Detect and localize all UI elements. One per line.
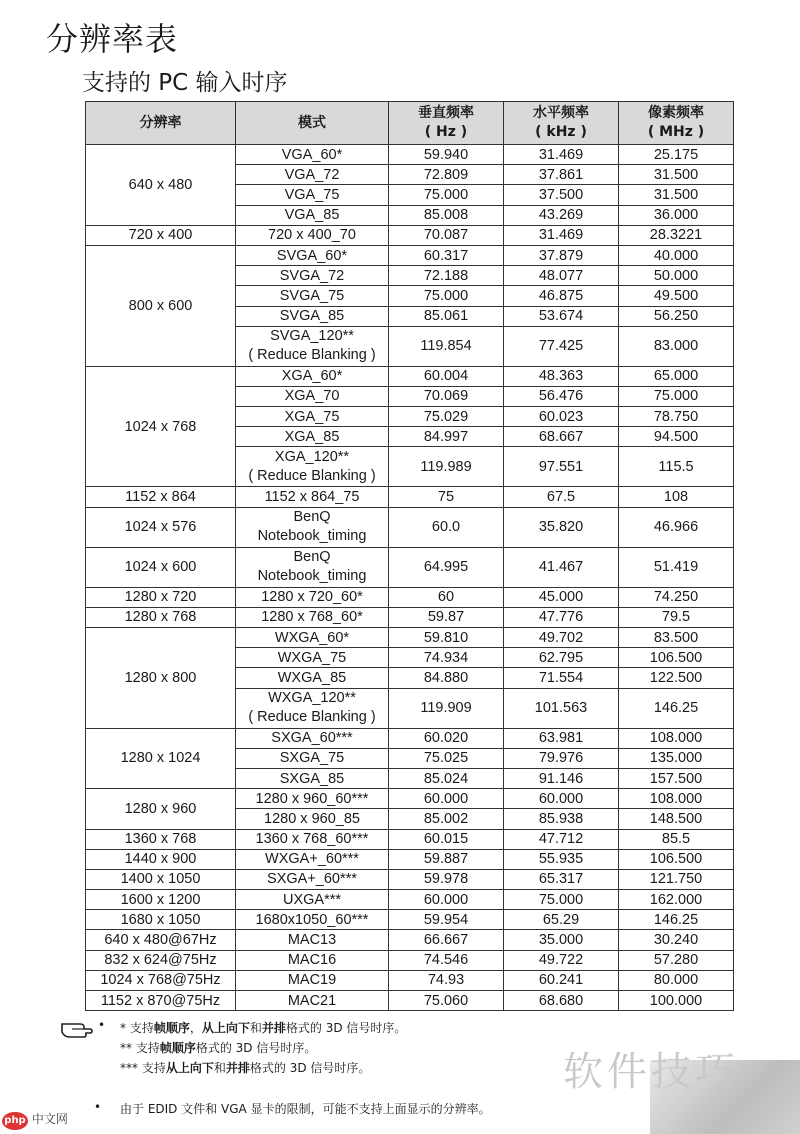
table-row — [86, 930, 734, 950]
cell-resolution: 1024 x 600 — [86, 547, 236, 587]
cell-horizontal-frequency: 47.712 — [504, 829, 619, 849]
cell-pixel-frequency: 50.000 — [619, 266, 734, 286]
table-row — [86, 225, 734, 245]
cell-pixel-frequency: 80.000 — [619, 970, 734, 990]
cell-vertical-frequency: 59.87 — [389, 607, 504, 627]
cell-mode: VGA_72 — [236, 165, 389, 185]
note-frame-sequential: ** 支持帧顺序格式的 3D 信号时序。 — [120, 1041, 317, 1055]
cell-pixel-frequency: 106.500 — [619, 648, 734, 668]
cell-vertical-frequency: 84.997 — [389, 427, 504, 447]
cell-pixel-frequency: 46.966 — [619, 507, 734, 547]
cell-mode: SXGA_75 — [236, 748, 389, 768]
cell-vertical-frequency: 84.880 — [389, 668, 504, 688]
cell-resolution: 1600 x 1200 — [86, 890, 236, 910]
cell-vertical-frequency: 119.854 — [389, 326, 504, 366]
cell-resolution: 1280 x 800 — [86, 628, 236, 729]
cell-vertical-frequency: 60.020 — [389, 728, 504, 748]
table-row — [86, 628, 734, 648]
cell-vertical-frequency: 85.024 — [389, 768, 504, 788]
cell-mode: WXGA_85 — [236, 668, 389, 688]
cell-vertical-frequency: 75.025 — [389, 748, 504, 768]
cell-vertical-frequency: 70.069 — [389, 386, 504, 406]
cell-mode: XGA_85 — [236, 427, 389, 447]
cell-pixel-frequency: 25.175 — [619, 145, 734, 165]
header-vertical-frequency: 垂直频率 ( Hz ) — [389, 102, 504, 145]
cell-pixel-frequency: 146.25 — [619, 688, 734, 728]
cell-mode: MAC19 — [236, 970, 389, 990]
table-header-row — [86, 102, 734, 145]
cell-pixel-frequency: 30.240 — [619, 930, 734, 950]
cell-mode: VGA_60* — [236, 145, 389, 165]
table-row — [86, 245, 734, 265]
cell-vertical-frequency: 85.002 — [389, 809, 504, 829]
cell-mode: 1280 x 768_60* — [236, 607, 389, 627]
cell-vertical-frequency: 119.989 — [389, 447, 504, 487]
cell-pixel-frequency: 108.000 — [619, 789, 734, 809]
cell-pixel-frequency: 121.750 — [619, 869, 734, 889]
cell-vertical-frequency: 66.667 — [389, 930, 504, 950]
cell-horizontal-frequency: 46.875 — [504, 286, 619, 306]
cell-resolution: 640 x 480 — [86, 145, 236, 226]
cell-horizontal-frequency: 55.935 — [504, 849, 619, 869]
cell-mode: XGA_70 — [236, 386, 389, 406]
cell-pixel-frequency: 57.280 — [619, 950, 734, 970]
cell-vertical-frequency: 72.188 — [389, 266, 504, 286]
cell-vertical-frequency: 59.887 — [389, 849, 504, 869]
cell-mode: 1152 x 864_75 — [236, 487, 389, 507]
cell-mode: WXGA_120** ( Reduce Blanking ) — [236, 688, 389, 728]
cell-vertical-frequency: 75.060 — [389, 991, 504, 1011]
cell-pixel-frequency: 78.750 — [619, 407, 734, 427]
cell-pixel-frequency: 49.500 — [619, 286, 734, 306]
table-row — [86, 366, 734, 386]
cell-pixel-frequency: 115.5 — [619, 447, 734, 487]
cell-vertical-frequency: 59.978 — [389, 869, 504, 889]
cell-resolution: 720 x 400 — [86, 225, 236, 245]
cell-horizontal-frequency: 60.241 — [504, 970, 619, 990]
cell-horizontal-frequency: 41.467 — [504, 547, 619, 587]
cell-mode: 1280 x 720_60* — [236, 587, 389, 607]
cell-pixel-frequency: 40.000 — [619, 245, 734, 265]
cell-vertical-frequency: 119.909 — [389, 688, 504, 728]
cell-pixel-frequency: 100.000 — [619, 991, 734, 1011]
cell-vertical-frequency: 60.004 — [389, 366, 504, 386]
cell-vertical-frequency: 75.000 — [389, 185, 504, 205]
cell-vertical-frequency: 60.000 — [389, 890, 504, 910]
cell-vertical-frequency: 60.317 — [389, 245, 504, 265]
cell-mode: 1280 x 960_60*** — [236, 789, 389, 809]
cell-mode: SVGA_120** ( Reduce Blanking ) — [236, 326, 389, 366]
cell-mode: BenQ Notebook_timing — [236, 547, 389, 587]
table-row — [86, 970, 734, 990]
cell-resolution: 1280 x 768 — [86, 607, 236, 627]
cell-resolution: 1152 x 870@75Hz — [86, 991, 236, 1011]
table-row — [86, 789, 734, 809]
note-bullet-edid: • — [94, 1100, 102, 1114]
cell-horizontal-frequency: 63.981 — [504, 728, 619, 748]
cell-horizontal-frequency: 97.551 — [504, 447, 619, 487]
cell-resolution: 1024 x 576 — [86, 507, 236, 547]
watermark-text: 软件技巧 — [563, 1049, 739, 1095]
cell-resolution: 1440 x 900 — [86, 849, 236, 869]
cell-horizontal-frequency: 68.680 — [504, 991, 619, 1011]
cell-horizontal-frequency: 35.000 — [504, 930, 619, 950]
cell-horizontal-frequency: 62.795 — [504, 648, 619, 668]
cell-horizontal-frequency: 48.077 — [504, 266, 619, 286]
cell-mode: 720 x 400_70 — [236, 225, 389, 245]
cell-mode: XGA_120** ( Reduce Blanking ) — [236, 447, 389, 487]
cell-horizontal-frequency: 75.000 — [504, 890, 619, 910]
cell-mode: SVGA_60* — [236, 245, 389, 265]
cell-horizontal-frequency: 56.476 — [504, 386, 619, 406]
cell-resolution: 832 x 624@75Hz — [86, 950, 236, 970]
site-logo — [2, 1110, 68, 1130]
cell-mode: SXGA+_60*** — [236, 869, 389, 889]
table-row — [86, 829, 734, 849]
cell-mode: VGA_75 — [236, 185, 389, 205]
cell-resolution: 1024 x 768 — [86, 366, 236, 487]
table-row — [86, 587, 734, 607]
cell-mode: 1280 x 960_85 — [236, 809, 389, 829]
cell-vertical-frequency: 74.93 — [389, 970, 504, 990]
cell-mode: WXGA+_60*** — [236, 849, 389, 869]
cell-pixel-frequency: 28.3221 — [619, 225, 734, 245]
cell-pixel-frequency: 157.500 — [619, 768, 734, 788]
cell-vertical-frequency: 85.008 — [389, 205, 504, 225]
cell-mode: 1360 x 768_60*** — [236, 829, 389, 849]
cell-vertical-frequency: 85.061 — [389, 306, 504, 326]
cell-mode: WXGA_75 — [236, 648, 389, 668]
cell-horizontal-frequency: 77.425 — [504, 326, 619, 366]
cell-horizontal-frequency: 60.023 — [504, 407, 619, 427]
cell-horizontal-frequency: 31.469 — [504, 225, 619, 245]
cell-pixel-frequency: 74.250 — [619, 587, 734, 607]
cell-mode: UXGA*** — [236, 890, 389, 910]
cell-mode: SVGA_85 — [236, 306, 389, 326]
table-row — [86, 950, 734, 970]
cell-vertical-frequency: 75.029 — [389, 407, 504, 427]
cell-resolution: 640 x 480@67Hz — [86, 930, 236, 950]
table-row — [86, 507, 734, 547]
cell-resolution: 1360 x 768 — [86, 829, 236, 849]
cell-horizontal-frequency: 48.363 — [504, 366, 619, 386]
cell-mode: XGA_75 — [236, 407, 389, 427]
cell-pixel-frequency: 108.000 — [619, 728, 734, 748]
cell-vertical-frequency: 72.809 — [389, 165, 504, 185]
note-frame-sequential-tb-sbs: * 支持帧顺序，从上向下和并排格式的 3D 信号时序。 — [120, 1021, 407, 1035]
cell-horizontal-frequency: 65.317 — [504, 869, 619, 889]
cell-horizontal-frequency: 35.820 — [504, 507, 619, 547]
cell-vertical-frequency: 74.546 — [389, 950, 504, 970]
pointing-hand-icon — [60, 1018, 96, 1040]
header-horizontal-frequency: 水平频率 ( kHz ) — [504, 102, 619, 145]
table-row — [86, 910, 734, 930]
cell-pixel-frequency: 148.500 — [619, 809, 734, 829]
note-edid-limitation: 由于 EDID 文件和 VGA 显卡的限制，可能不支持上面显示的分辨率。 — [120, 1102, 491, 1116]
cell-horizontal-frequency: 71.554 — [504, 668, 619, 688]
cell-horizontal-frequency: 43.269 — [504, 205, 619, 225]
resolution-table — [85, 101, 734, 1011]
cell-pixel-frequency: 51.419 — [619, 547, 734, 587]
cell-mode: WXGA_60* — [236, 628, 389, 648]
cell-pixel-frequency: 94.500 — [619, 427, 734, 447]
table-row — [86, 728, 734, 748]
cell-horizontal-frequency: 101.563 — [504, 688, 619, 728]
cell-horizontal-frequency: 60.000 — [504, 789, 619, 809]
cell-pixel-frequency: 75.000 — [619, 386, 734, 406]
cell-mode: BenQ Notebook_timing — [236, 507, 389, 547]
cell-pixel-frequency: 85.5 — [619, 829, 734, 849]
cell-mode: SXGA_60*** — [236, 728, 389, 748]
cell-horizontal-frequency: 53.674 — [504, 306, 619, 326]
table-row — [86, 547, 734, 587]
table-row — [86, 991, 734, 1011]
cell-pixel-frequency: 56.250 — [619, 306, 734, 326]
cell-resolution: 1280 x 960 — [86, 789, 236, 829]
cell-horizontal-frequency: 91.146 — [504, 768, 619, 788]
header-mode: 模式 — [236, 102, 389, 145]
cell-vertical-frequency: 60 — [389, 587, 504, 607]
cell-pixel-frequency: 83.000 — [619, 326, 734, 366]
table-row — [86, 607, 734, 627]
note-bullet: • — [98, 1018, 106, 1032]
cell-mode: MAC13 — [236, 930, 389, 950]
cell-vertical-frequency: 60.015 — [389, 829, 504, 849]
table-row — [86, 869, 734, 889]
cell-horizontal-frequency: 37.500 — [504, 185, 619, 205]
cell-mode: VGA_85 — [236, 205, 389, 225]
cell-vertical-frequency: 59.954 — [389, 910, 504, 930]
cell-vertical-frequency: 59.940 — [389, 145, 504, 165]
cell-mode: SXGA_85 — [236, 768, 389, 788]
cell-pixel-frequency: 31.500 — [619, 185, 734, 205]
page-title: 分辨率表 — [46, 20, 179, 58]
cell-horizontal-frequency: 37.861 — [504, 165, 619, 185]
cell-vertical-frequency: 60.0 — [389, 507, 504, 547]
cell-vertical-frequency: 64.995 — [389, 547, 504, 587]
cell-horizontal-frequency: 37.879 — [504, 245, 619, 265]
cell-horizontal-frequency: 47.776 — [504, 607, 619, 627]
table-row — [86, 849, 734, 869]
cell-resolution: 800 x 600 — [86, 245, 236, 366]
cell-horizontal-frequency: 79.976 — [504, 748, 619, 768]
resolution-table-container — [85, 101, 733, 1011]
cell-horizontal-frequency: 49.702 — [504, 628, 619, 648]
cell-pixel-frequency: 36.000 — [619, 205, 734, 225]
cell-horizontal-frequency: 49.722 — [504, 950, 619, 970]
cell-vertical-frequency: 75 — [389, 487, 504, 507]
cell-mode: MAC21 — [236, 991, 389, 1011]
cell-pixel-frequency: 108 — [619, 487, 734, 507]
cell-pixel-frequency: 135.000 — [619, 748, 734, 768]
cell-mode: XGA_60* — [236, 366, 389, 386]
cell-mode: SVGA_75 — [236, 286, 389, 306]
site-name: 中文网 — [31, 1112, 68, 1126]
cell-vertical-frequency: 70.087 — [389, 225, 504, 245]
cell-horizontal-frequency: 85.938 — [504, 809, 619, 829]
cell-resolution: 1680 x 1050 — [86, 910, 236, 930]
cell-resolution: 1280 x 720 — [86, 587, 236, 607]
cell-horizontal-frequency: 45.000 — [504, 587, 619, 607]
cell-resolution: 1024 x 768@75Hz — [86, 970, 236, 990]
note-tb-sbs: *** 支持从上向下和并排格式的 3D 信号时序。 — [120, 1061, 371, 1075]
cell-pixel-frequency: 83.500 — [619, 628, 734, 648]
cell-resolution: 1152 x 864 — [86, 487, 236, 507]
cell-resolution: 1400 x 1050 — [86, 869, 236, 889]
cell-mode: SVGA_72 — [236, 266, 389, 286]
page-subtitle: 支持的 PC 输入时序 — [82, 70, 288, 96]
cell-horizontal-frequency: 67.5 — [504, 487, 619, 507]
cell-pixel-frequency: 31.500 — [619, 165, 734, 185]
table-row — [86, 145, 734, 165]
table-row — [86, 890, 734, 910]
cell-vertical-frequency: 74.934 — [389, 648, 504, 668]
cell-mode: MAC16 — [236, 950, 389, 970]
cell-pixel-frequency: 79.5 — [619, 607, 734, 627]
cell-vertical-frequency: 59.810 — [389, 628, 504, 648]
cell-vertical-frequency: 60.000 — [389, 789, 504, 809]
cell-horizontal-frequency: 65.29 — [504, 910, 619, 930]
header-resolution: 分辨率 — [86, 102, 236, 145]
header-pixel-frequency: 像素频率 ( MHz ) — [619, 102, 734, 145]
cell-horizontal-frequency: 31.469 — [504, 145, 619, 165]
cell-mode: 1680x1050_60*** — [236, 910, 389, 930]
cell-pixel-frequency: 65.000 — [619, 366, 734, 386]
cell-vertical-frequency: 75.000 — [389, 286, 504, 306]
cell-pixel-frequency: 162.000 — [619, 890, 734, 910]
cell-horizontal-frequency: 68.667 — [504, 427, 619, 447]
cell-resolution: 1280 x 1024 — [86, 728, 236, 789]
cell-pixel-frequency: 106.500 — [619, 849, 734, 869]
table-body — [86, 145, 734, 1011]
table-row — [86, 487, 734, 507]
cell-pixel-frequency: 122.500 — [619, 668, 734, 688]
php-logo-icon: php — [2, 1112, 28, 1130]
cell-pixel-frequency: 146.25 — [619, 910, 734, 930]
